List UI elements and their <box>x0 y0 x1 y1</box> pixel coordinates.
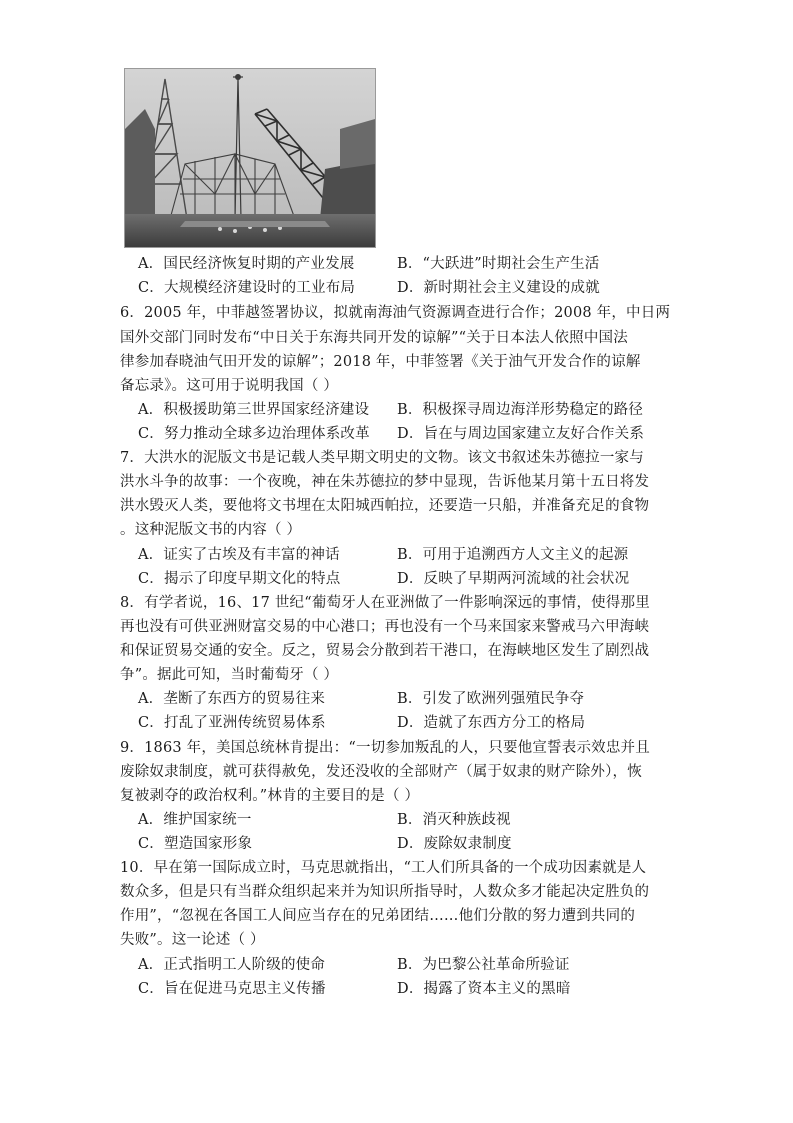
q7-option-c: C．揭示了印度早期文化的特点 <box>138 571 341 587</box>
q8-stem-line-1: 8．有学者说，16、17 世纪“葡萄牙人在亚洲做了一件影响深远的事情，使得那里 <box>120 595 650 611</box>
q6-option-b: B．积极探寻周边海洋形势稳定的路径 <box>397 402 644 418</box>
q9-stem-line-1: 9．1863 年，美国总统林肯提出：“一切参加叛乱的人，只要他宣誓表示效忠并且 <box>120 740 650 756</box>
q9-stem-line-3: 复被剥夺的政治权利。”林肯的主要目的是（ ） <box>120 788 420 804</box>
q8-stem-line-3: 和保证贸易交通的安全。反之，贸易会分散到若干港口，在海峡地区发生了剧烈战 <box>120 643 650 659</box>
q9-stem-line-2: 废除奴隶制度，就可获得赦免，发还没收的全部财产（属于奴隶的财产除外），恢 <box>120 764 642 780</box>
q6-option-c: C．努力推动全球多边治理体系改革 <box>138 426 370 442</box>
q7-option-a: A．证实了古埃及有丰富的神话 <box>138 547 340 563</box>
q9-option-a: A．维护国家统一 <box>138 812 252 828</box>
q7-stem-line-2: 洪水斗争的故事：一个夜晚，神在朱苏德拉的梦中显现，告诉他某月第十五日将发 <box>120 474 650 490</box>
q10-stem-line-3: 作用”，“忽视在各国工人间应当存在的兄弟团结……他们分散的努力遭到共同的 <box>120 908 636 924</box>
q10-option-d: D．揭露了资本主义的黑暗 <box>397 981 571 997</box>
q5-option-c: C．大规模经济建设时的工业布局 <box>138 280 356 296</box>
industrial-construction-photo <box>124 68 376 248</box>
q6-stem-line-2: 国外交部门同时发布“中日关于东海共同开发的谅解”“关于日本法人依照中国法 <box>120 330 628 346</box>
q10-stem-line-2: 数众多，但是只有当群众组织起来并为知识所指导时，人数众多才能起决定胜负的 <box>120 884 650 900</box>
q8-option-b: B．引发了欧洲列强殖民争夺 <box>397 691 585 707</box>
q8-option-c: C．打乱了亚洲传统贸易体系 <box>138 715 326 731</box>
q10-option-b: B．为巴黎公社革命所验证 <box>397 957 570 973</box>
q5-option-a: A．国民经济恢复时期的产业发展 <box>138 256 355 272</box>
q6-stem-line-4: 备忘录》。这可用于说明我国（ ） <box>120 378 339 394</box>
q8-stem-line-4: 争”。据此可知，当时葡萄牙（ ） <box>120 667 339 683</box>
q5-option-d: D．新时期社会主义建设的成就 <box>397 280 600 296</box>
q6-stem-line-1: 6．2005 年，中菲越签署协议，拟就南海油气资源调查进行合作；2008 年，中日两 <box>120 305 671 321</box>
q10-option-c: C．旨在促进马克思主义传播 <box>138 981 326 997</box>
q6-option-d: D．旨在与周边国家建立友好合作关系 <box>397 426 645 442</box>
q8-option-d: D．造就了东西方分工的格局 <box>397 715 586 731</box>
q6-stem-line-3: 律参加春晓油气田开发的谅解”；2018 年，中菲签署《关于油气开发合作的谅解 <box>120 354 641 370</box>
q7-stem-line-4: 。这种泥版文书的内容（ ） <box>120 522 302 538</box>
q6-option-a: A．积极援助第三世界国家经济建设 <box>138 402 370 418</box>
q10-option-a: A．正式指明工人阶级的使命 <box>138 957 326 973</box>
q7-option-b: B．可用于追溯西方人文主义的起源 <box>397 547 629 563</box>
q9-option-d: D．废除奴隶制度 <box>397 836 512 852</box>
q10-stem-line-4: 失败”。这一论述（ ） <box>120 932 265 948</box>
q8-stem-line-2: 再也没有可供亚洲财富交易的中心港口；再也没有一个马来国家来警戒马六甲海峡 <box>120 619 650 635</box>
q7-stem-line-3: 洪水毁灭人类，要他将文书埋在太阳城西帕拉，还要造一只船，并准备充足的食物 <box>120 498 650 514</box>
q5-option-b: B．“大跃进”时期社会生产生活 <box>397 256 600 272</box>
q9-option-c: C．塑造国家形象 <box>138 836 253 852</box>
q8-option-a: A．垄断了东西方的贸易往来 <box>138 691 326 707</box>
q9-option-b: B．消灭种族歧视 <box>397 812 511 828</box>
q10-stem-line-1: 10．早在第一国际成立时，马克思就指出，“工人们所具备的一个成功因素就是人 <box>120 860 647 876</box>
q7-option-d: D．反映了早期两河流域的社会状况 <box>397 571 630 587</box>
q7-stem-line-1: 7．大洪水的泥版文书是记载人类早期文明史的文物。该文书叙述朱苏德拉一家与 <box>120 450 644 466</box>
